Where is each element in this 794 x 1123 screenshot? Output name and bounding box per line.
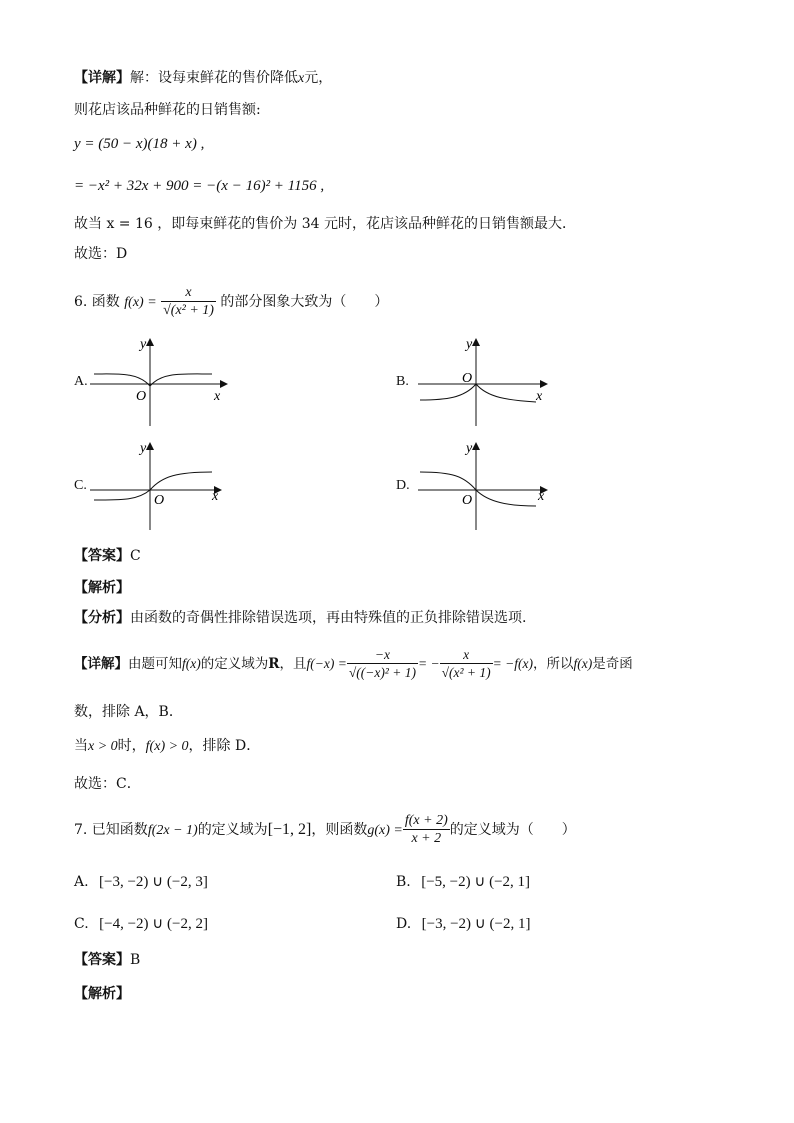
q6-line3-post: ，排除 D．: [188, 738, 261, 754]
q7-option-c: [74, 914, 208, 934]
equation-2: = −x² + 32x + 900 = −(x − 16)² + 1156 ,: [74, 178, 325, 194]
q6-option-a-graph: [88, 336, 238, 428]
detail-var: x: [298, 71, 305, 86]
equation-1: y = (50 − x)(18 + x) ,: [74, 136, 205, 152]
q6-detail-tag: 【详解】: [74, 656, 128, 672]
q7-option-b: [396, 872, 530, 892]
q6-detail-eq-mid: = −: [417, 656, 440, 671]
detail-tail: 元，: [304, 70, 333, 86]
y-label: y: [140, 337, 147, 352]
x-axis-arrow: [540, 380, 548, 388]
q6-option-c-graph: [88, 440, 238, 532]
q7-option-b-label: B.: [396, 874, 411, 890]
origin-label: O: [154, 493, 165, 508]
detail-line-2: 则花店该品种鲜花的日销售额:: [74, 102, 261, 118]
q6-detail-line-3: [74, 736, 260, 757]
q6-detail-r: R: [268, 656, 280, 672]
q6-detail-line-2: 数，排除 A，B．: [74, 704, 183, 720]
q6-analysis-tag: 【解析】: [74, 580, 130, 596]
q6-func-lhs: f(x) =: [124, 295, 157, 310]
q7-suffix: 的定义域为（ ）: [449, 822, 576, 838]
q6-detail-and: ，且: [279, 656, 307, 672]
q6-detail-end: 是奇函: [592, 656, 633, 672]
q6-line3-pre: 当: [74, 738, 88, 754]
frac-den: √(x² + 1): [441, 665, 491, 680]
q6-fraction: [161, 285, 216, 320]
detail-conclusion: 故当 x = 16 ，即每束鲜花的售价为 34 元时，花店该品种鲜花的日销售额最大．: [74, 216, 576, 232]
frac-den: √((−x)² + 1): [348, 665, 416, 680]
q6-detail-frac2: [440, 647, 493, 682]
detail-line-1: [74, 68, 332, 89]
q6-frac-num: x: [161, 285, 216, 302]
y-axis-arrow: [146, 442, 154, 450]
q7-answer-value: B: [130, 952, 141, 968]
q7-stem: [74, 810, 576, 851]
q6-option-b-label: B.: [396, 374, 409, 389]
x-label: x: [538, 489, 545, 504]
frac-num: x: [440, 647, 493, 664]
detail-choice: 故选：D: [74, 246, 128, 262]
q6-line3-mid: 时，: [117, 738, 146, 754]
q7-mid2: ，则函数: [311, 822, 368, 838]
q7-answer-tag: 【答案】: [74, 952, 130, 968]
q7-analysis-tag: 【解析】: [74, 986, 130, 1002]
x-axis-arrow: [220, 380, 228, 388]
y-label: y: [466, 441, 473, 456]
q6-detail-mid: 的定义域为: [200, 656, 269, 672]
q7-g: g(x) =: [367, 823, 403, 838]
y-axis-arrow: [472, 338, 480, 346]
q6-option-b-graph: [412, 336, 562, 428]
q7-option-a-label: A.: [74, 874, 89, 890]
q6-suffix: 的部分图象大致为（ ）: [220, 294, 389, 310]
detail-text: 解：设每束鲜花的售价降低: [130, 70, 298, 86]
x-label: x: [536, 389, 543, 404]
q6-option-a-label: A.: [74, 374, 88, 389]
y-label: y: [140, 441, 147, 456]
curve: [94, 472, 212, 500]
q6-line3-cond: x > 0: [88, 739, 118, 754]
q6-answer: [74, 546, 141, 566]
q6-option-c-label: C.: [74, 478, 87, 493]
q6-line3-ineq: f(x) > 0: [145, 739, 189, 754]
q7-option-d-value: [−3, −2) ∪ (−2, 1]: [421, 916, 531, 932]
q6-option-d-graph: [412, 440, 562, 532]
q6-detail-eq-lhs: f(−x) =: [306, 656, 347, 671]
q7-option-a-value: [−3, −2) ∪ (−2, 3]: [99, 874, 208, 890]
y-label: y: [466, 337, 473, 352]
q6-detail-fx2: f(x): [573, 656, 593, 671]
q6-answer-value: C: [130, 548, 141, 564]
q7-prefix: 7. 已知函数: [74, 822, 148, 838]
q6-stem: [74, 282, 388, 323]
origin-label: O: [136, 389, 147, 404]
curve: [420, 472, 536, 506]
q6-detail-pre: 由题可知: [128, 656, 182, 672]
q6-detail-frac1: [347, 647, 418, 682]
q7-fraction: [403, 813, 450, 848]
q7-answer: [74, 950, 140, 970]
frac-num: f(x + 2): [404, 812, 448, 828]
y-axis-arrow: [472, 442, 480, 450]
q7-option-d-label: D.: [396, 916, 412, 932]
q7-option-c-value: [−4, −2) ∪ (−2, 2]: [99, 916, 208, 932]
q7-option-d: [396, 914, 530, 934]
q6-choice: 故选：C．: [74, 776, 141, 792]
frac-den: x + 2: [411, 830, 442, 846]
q6-analysis-sub-tag: 【分析】: [74, 610, 130, 626]
q6-detail-post: ，所以: [532, 656, 574, 672]
q6-detail-fx: f(x): [182, 656, 201, 671]
y-axis-arrow: [146, 338, 154, 346]
x-label: x: [212, 489, 219, 504]
x-label: x: [214, 389, 221, 404]
detail-tag: 【详解】: [74, 70, 130, 86]
q7-option-c-label: C.: [74, 916, 89, 932]
q7-option-a: [74, 872, 208, 892]
q6-frac-den: √(x² + 1): [163, 302, 214, 318]
origin-label: O: [462, 371, 473, 386]
q7-option-b-value: [−5, −2) ∪ (−2, 1]: [421, 874, 531, 890]
q6-analysis-text: 由函数的奇偶性排除错误选项，再由特殊值的正负排除错误选项.: [130, 610, 527, 626]
q6-detail: [74, 644, 633, 684]
q6-analysis: [74, 608, 526, 628]
frac-num: −x: [347, 647, 418, 664]
q7-interval: [−1, 2]: [267, 821, 312, 838]
curve: [420, 384, 536, 402]
q6-prefix: 6. 函数: [74, 294, 120, 310]
q6-answer-tag: 【答案】: [74, 548, 130, 564]
q6-option-d-label: D.: [396, 478, 410, 493]
q7-f: f(2x − 1): [147, 823, 198, 838]
q7-mid1: 的定义域为: [197, 822, 268, 838]
q6-detail-eq-rhs: = −f(x): [492, 656, 533, 671]
origin-label: O: [462, 493, 473, 508]
